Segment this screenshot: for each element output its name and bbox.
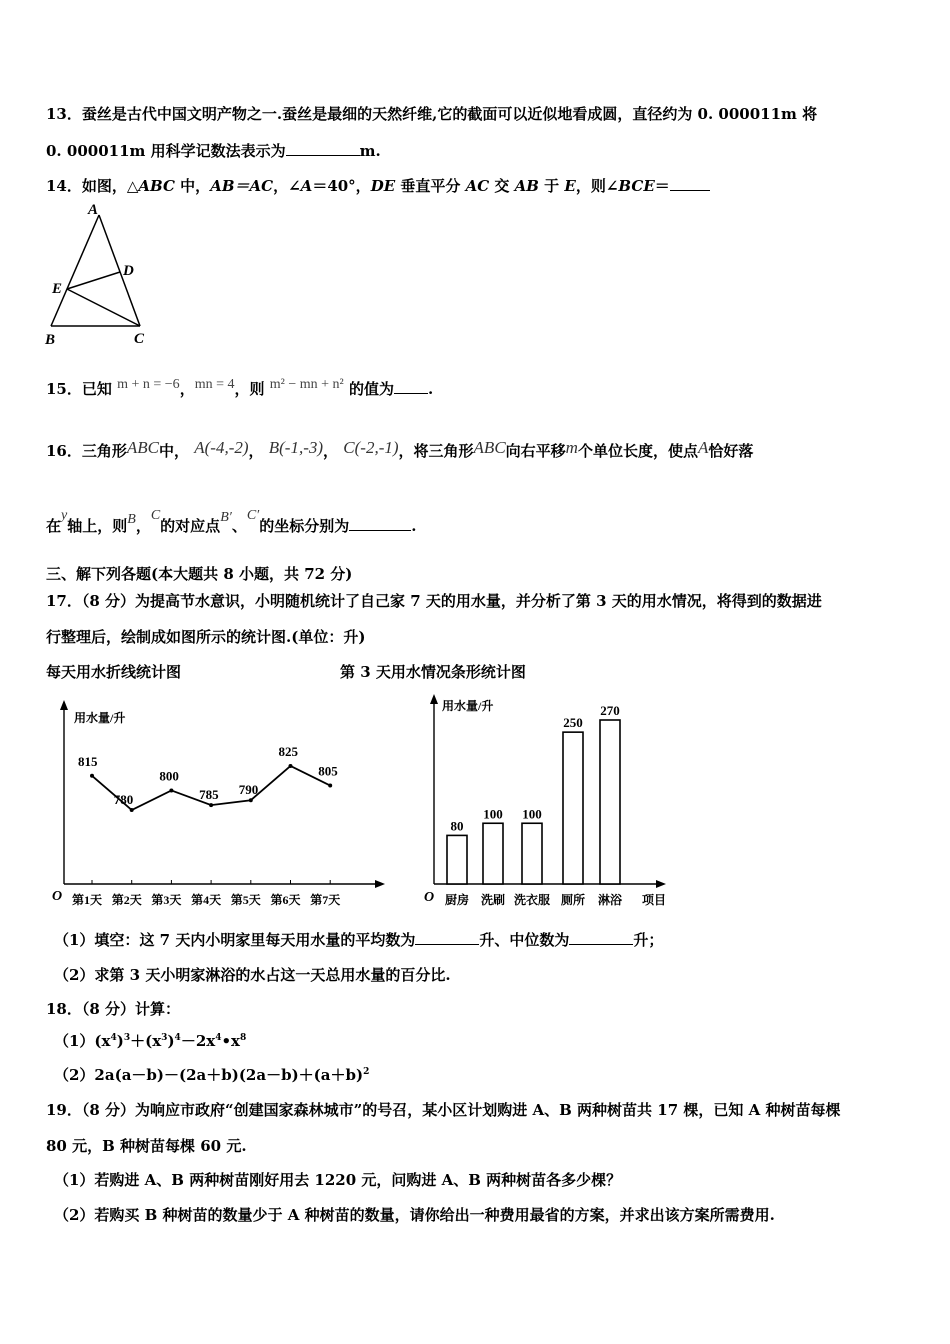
q16-l2-end: .	[411, 517, 417, 535]
q16-comma2: ，	[323, 442, 339, 460]
q14-t6: A	[300, 177, 313, 195]
q16-l2-a: 轴上，则	[67, 517, 128, 535]
q13-line2	[46, 140, 381, 161]
bar-chart-data-label: 250	[563, 715, 583, 731]
chart2-title: 第 3 天用水情况条形统计图	[340, 663, 526, 681]
q16-cp: C′	[246, 508, 260, 523]
q17-average-blank[interactable]	[415, 930, 479, 945]
q18-part1	[54, 1030, 246, 1051]
q16-y: y	[61, 508, 68, 523]
q19-sub2: （2）若购买 B 种树苗的数量少于 A 种树苗的数量，请你给出一种费用最省的方案，并求出该方案所需费用.	[54, 1206, 775, 1224]
line-chart-data-label: 805	[318, 763, 338, 779]
q16-answer-blank[interactable]	[349, 516, 411, 531]
q14-t12: AB	[514, 177, 539, 195]
q16-dun: 、	[231, 517, 247, 535]
q16-l2-b: 的对应点	[160, 517, 221, 535]
line-chart-data-label: 780	[113, 792, 134, 807]
q16-point-c: C(-2,-1)	[343, 438, 399, 457]
q16-line1	[46, 440, 753, 461]
q16-m: m	[565, 438, 578, 457]
q16-prefix: 16．三角形	[46, 442, 127, 460]
label-e: E	[52, 281, 63, 297]
bar-chart-bar	[563, 732, 583, 884]
line-chart-tick-label: 第1天	[72, 893, 103, 907]
q15-line	[46, 378, 433, 399]
q16-mid1: ，将三角形	[398, 442, 474, 460]
q14-t8: DE	[370, 177, 396, 195]
q16-b: B	[127, 512, 136, 527]
q18-p1-e: ＋(x	[130, 1032, 162, 1050]
q14-t9: 垂直平分	[395, 177, 466, 195]
q14-t5: ，∠	[273, 177, 301, 195]
line-chart-point	[169, 788, 173, 792]
bar-chart-tick-label: 淋浴	[597, 893, 623, 907]
section3-heading: 三、解下列各题(本大题共 8 小题，共 72 分)	[46, 565, 353, 583]
q15-sep1: ，	[179, 380, 195, 398]
line-chart-tick-label: 第6天	[270, 893, 301, 907]
line-chart-tick-label: 第5天	[230, 893, 261, 907]
line-chart	[48, 694, 393, 916]
line-chart-y-arrow	[60, 700, 68, 710]
q16-line2	[46, 508, 417, 536]
q18-p1-l: 8	[240, 1033, 247, 1043]
label-b: B	[45, 332, 56, 348]
line-chart-point	[289, 764, 293, 768]
q17-sub1	[54, 929, 663, 950]
label-c: C	[134, 331, 145, 347]
q18-p1-b: 4	[110, 1033, 117, 1043]
bar-chart-tick-label: 厕所	[560, 893, 586, 907]
q16-point-b: B(-1,-3)	[268, 438, 324, 457]
q15-answer-blank[interactable]	[394, 379, 428, 394]
q18-p1-g: )	[167, 1032, 175, 1050]
line-chart-origin: O	[52, 889, 63, 904]
line-chart-point	[130, 808, 134, 812]
q16-l2-comma: ，	[135, 517, 151, 535]
q18-p1-j: 4	[215, 1033, 222, 1043]
q16-l2-prefix: 在	[46, 517, 62, 535]
q15-suffix: 的值为	[348, 380, 394, 398]
line-chart-data-label: 785	[199, 787, 219, 803]
q18-line1: 18．（8 分）计算：	[46, 1000, 181, 1018]
bar-chart-origin: O	[424, 890, 435, 905]
label-d: D	[123, 263, 134, 279]
q17-line1: 17．（8 分）为提高节水意识，小明随机统计了自己家 7 天的用水量，并分析了第 3 天的用水情况，将得到的数据进	[46, 592, 822, 610]
line-chart-tick-label: 第4天	[191, 893, 222, 907]
q19-line2: 80 元，B 种树苗每棵 60 元.	[46, 1137, 247, 1155]
bar-chart-bar	[447, 835, 467, 884]
q16-comma1: ，	[248, 442, 264, 460]
bar-chart-bar	[483, 823, 503, 884]
line-chart-data-label: 815	[78, 753, 98, 769]
q14-answer-blank[interactable]	[670, 176, 710, 191]
q16-a: A	[697, 438, 709, 457]
bar-chart-data-label: 270	[600, 703, 620, 718]
bar-chart-data-label: 100	[522, 806, 542, 822]
q13-line2-text: 0. 000011m 用科学记数法表示为	[46, 142, 286, 160]
q14-t14: E	[564, 177, 576, 195]
q16-c: C	[150, 508, 161, 523]
q18-part2	[54, 1064, 369, 1085]
q18-p1-i: －2x	[180, 1032, 216, 1050]
line-chart-point	[209, 803, 213, 807]
bar-chart-data-label: 80	[450, 818, 464, 834]
bar-chart	[420, 690, 690, 916]
side-ac	[99, 215, 140, 326]
q14-triangle-figure	[40, 200, 160, 350]
chart1-title: 每天用水折线统计图	[46, 663, 182, 681]
bar-chart-x-arrow	[656, 880, 666, 888]
q14-t11: 交	[489, 177, 515, 195]
line-chart-point	[249, 798, 253, 802]
q16-mid2: 向右平移	[505, 442, 566, 460]
bar-chart-data-label: 100	[483, 806, 503, 822]
q17-sub1-a: （1）填空：这 7 天内小明家里每天用水量的平均数为	[54, 931, 416, 949]
q17-sub1-c: 升；	[633, 931, 664, 949]
q17-line2: 行整理后，绘制成如图所示的统计图.(单位：升)	[46, 628, 366, 646]
q16-point-a: A(-4,-2)	[194, 438, 249, 457]
q18-p1-f: 3	[161, 1033, 168, 1043]
line-chart-tick-label: 第3天	[151, 893, 182, 907]
bar-chart-tick-label: 厨房	[444, 893, 470, 907]
bar-chart-tick-label: 洗刷	[480, 893, 506, 907]
q14-t15: ，则∠	[575, 177, 619, 195]
q18-p1-k: •x	[221, 1032, 240, 1050]
bar-chart-ylabel: 用水量/升	[442, 699, 494, 713]
q13-answer-blank[interactable]	[286, 141, 360, 156]
q18-p1-a: （1）(x	[54, 1032, 111, 1050]
q14-t13: 于	[538, 177, 565, 195]
line-chart-ylabel: 用水量/升	[74, 711, 126, 725]
q18-p1-c: )	[116, 1032, 124, 1050]
q17-sub1-b: 升、中位数为	[479, 931, 570, 949]
q16-l2-c: 的坐标分别为	[259, 517, 350, 535]
bar-chart-bar	[600, 720, 620, 884]
q16-mid3: 个单位长度，使点	[577, 442, 698, 460]
q14-t16: BCE	[618, 177, 655, 195]
q16-bp: B′	[220, 510, 232, 525]
q15-sep2: ，则	[234, 380, 265, 398]
q16-mid4: 恰好落	[708, 442, 754, 460]
q14-t2: △ABC	[126, 177, 175, 195]
q18-p2-b: 2	[363, 1067, 370, 1077]
line-chart-x-arrow	[375, 880, 385, 888]
line-chart-data-label: 800	[159, 768, 179, 784]
line-chart-point	[90, 774, 94, 778]
q14-line	[46, 175, 710, 196]
q14-t7: ＝40°，	[312, 177, 371, 195]
line-chart-data-label: 825	[278, 744, 298, 759]
q15-eq1: m + n = −6	[117, 377, 180, 392]
q19-sub1: （1）若购进 A、B 两种树苗刚好用去 1220 元，问购进 A、B 两种树苗各多少棵？	[54, 1171, 622, 1189]
q14-t1: 14．如图，	[46, 177, 127, 195]
bar-chart-xlabel: 项目	[642, 893, 667, 907]
line-chart-tick-label: 第7天	[310, 893, 341, 907]
q14-t17: ＝	[654, 177, 670, 195]
side-ab	[51, 215, 99, 326]
q14-t10: AC	[465, 177, 490, 195]
q17-sub2: （2）求第 3 天小明家淋浴的水占这一天总用水量的百分比.	[54, 966, 451, 984]
q13-line1: 13．蚕丝是古代中国文明产物之一.蚕丝是最细的天然纤维,它的截面可以近似地看成圆，直径约为 0. 000011m 将	[46, 105, 818, 123]
q15-prefix: 15．已知	[46, 380, 112, 398]
q18-p1-d: 3	[123, 1033, 131, 1043]
q16-abc2: ABC	[473, 438, 506, 457]
bar-chart-tick-label: 洗衣服	[513, 893, 551, 907]
segment-ed	[67, 272, 120, 289]
q13-line2-unit: m.	[359, 142, 381, 160]
label-a: A	[88, 202, 99, 218]
q18-p1-h: 4	[174, 1033, 181, 1043]
bar-chart-y-arrow	[430, 694, 438, 704]
q15-end: .	[427, 380, 434, 398]
q17-median-blank[interactable]	[569, 930, 633, 945]
bar-chart-bar	[522, 823, 542, 884]
line-chart-point	[328, 784, 332, 788]
line-chart-tick-label: 第2天	[111, 893, 142, 907]
q16-zhong: 中，	[158, 442, 189, 460]
line-chart-data-label: 790	[238, 782, 259, 798]
q14-t4: AB＝AC	[210, 177, 274, 195]
q19-line1: 19．（8 分）为响应市政府“创建国家森林城市”的号召，某小区计划购进 A、B 两种树苗共 17 棵，已知 A 种树苗每棵	[46, 1101, 841, 1119]
q14-t3: 中，	[174, 177, 211, 195]
q15-eq2: mn = 4	[194, 377, 235, 392]
q16-abc: ABC	[126, 438, 159, 457]
q15-expr: m² − mn + n²	[269, 377, 344, 392]
q18-p2-a: （2）2a(a－b)－(2a＋b)(2a－b)＋(a＋b)	[54, 1066, 364, 1084]
